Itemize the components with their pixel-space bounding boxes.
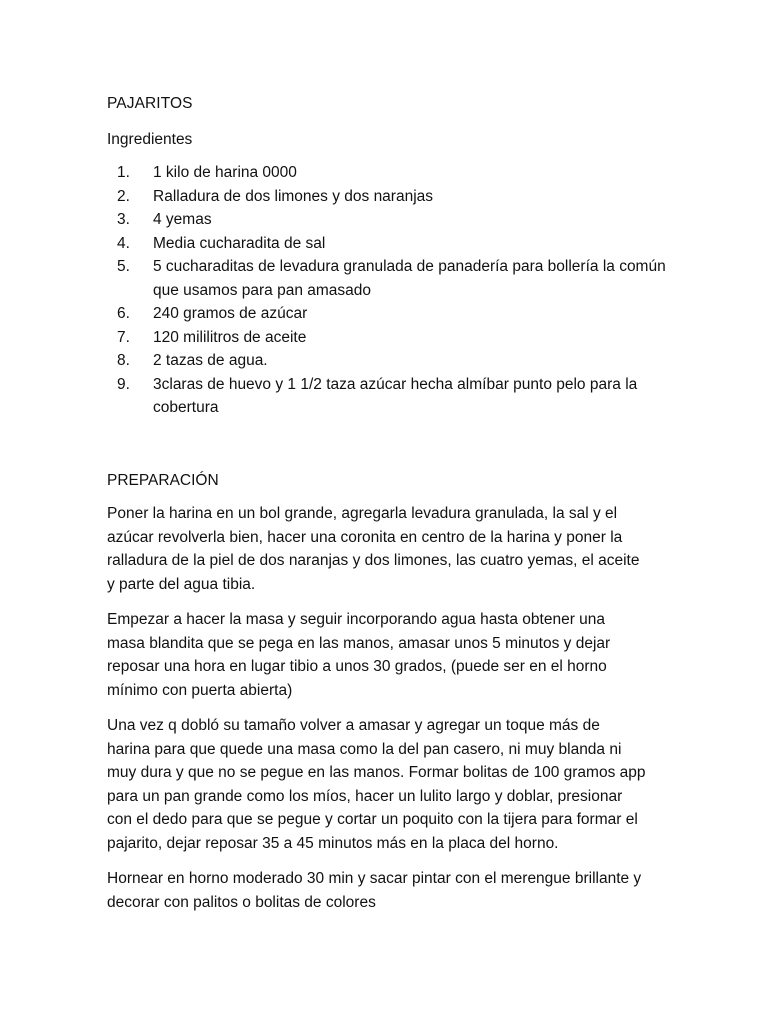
ingredients-list	[107, 161, 687, 420]
ingredient-item	[107, 232, 687, 256]
preparation-paragraph: Una vez q dobló su tamaño volver a amasar y agregar un toque más de harina para que quede una masa como la del pan casero, ni muy blanda ni muy dura y que no se pegue en las manos. Formar bolitas de 100 gramos app para un pan grande como los míos, hacer un lulito largo y doblar, presionar con el dedo para que se pegue y cortar un poquito con la tijera para formar el pajarito, dejar reposar 35 a 45 minutos más en la placa del horno.	[107, 717, 646, 852]
ingredient-item	[107, 302, 687, 326]
ingredient-text: 4 yemas	[153, 211, 212, 228]
ingredient-number: 8.	[117, 352, 130, 369]
document-content	[107, 92, 687, 914]
preparation-paragraph: Poner la harina en un bol grande, agregarla levadura granulada, la sal y el azúcar revolverla bien, hacer una coronita en centro de la harina y poner la ralladura de la piel de dos naranjas y dos limones, las cuatro yemas, el aceite y parte del agua tibia.	[107, 505, 640, 593]
ingredient-text: 5 cucharaditas de levadura granulada de panadería para bollería la común que usamos para pan amasado	[153, 258, 666, 299]
ingredients-heading: Ingredientes	[107, 130, 193, 148]
ingredient-number: 5.	[117, 258, 130, 275]
ingredient-text: 3claras de huevo y 1 1/2 taza azúcar hecha almíbar punto pelo para la cobertura	[153, 375, 638, 416]
ingredient-item	[107, 326, 687, 350]
recipe-title: PAJARITOS	[107, 95, 193, 112]
ingredient-number: 6.	[117, 305, 130, 322]
ingredient-number: 1.	[117, 164, 130, 181]
ingredient-number: 2.	[117, 187, 130, 205]
ingredient-item	[107, 349, 687, 373]
preparation-heading: PREPARACIÓN	[107, 471, 219, 489]
ingredient-number: 4.	[117, 234, 130, 252]
ingredient-text: 120 mililitros de aceite	[153, 328, 307, 346]
preparation-paragraph: Empezar a hacer la masa y seguir incorporando agua hasta obtener una masa blandita que se pega en las manos, amasar unos 5 minutos y dejar reposar una hora en lugar tibio a unos 30 grados, (puede ser en el horno mínimo con puerta abierta)	[107, 611, 611, 699]
preparation-paragraph: Hornear en horno moderado 30 min y sacar pintar con el merengue brillante y decorar con palitos o bolitas de colores	[107, 870, 642, 911]
ingredient-item	[107, 255, 687, 302]
ingredient-number: 3.	[117, 211, 130, 228]
ingredient-text: Media cucharadita de sal	[153, 234, 326, 252]
ingredient-text: Ralladura de dos limones y dos naranjas	[153, 187, 434, 205]
ingredient-text: 2 tazas de agua.	[153, 352, 268, 369]
ingredient-item	[107, 185, 687, 209]
ingredient-text: 240 gramos de azúcar	[153, 305, 308, 322]
ingredient-item	[107, 208, 687, 232]
ingredient-number: 9.	[117, 375, 130, 393]
ingredient-number: 7.	[117, 328, 130, 346]
ingredient-text: 1 kilo de harina 0000	[153, 164, 297, 181]
ingredient-item	[107, 161, 687, 185]
ingredient-item	[107, 373, 687, 420]
